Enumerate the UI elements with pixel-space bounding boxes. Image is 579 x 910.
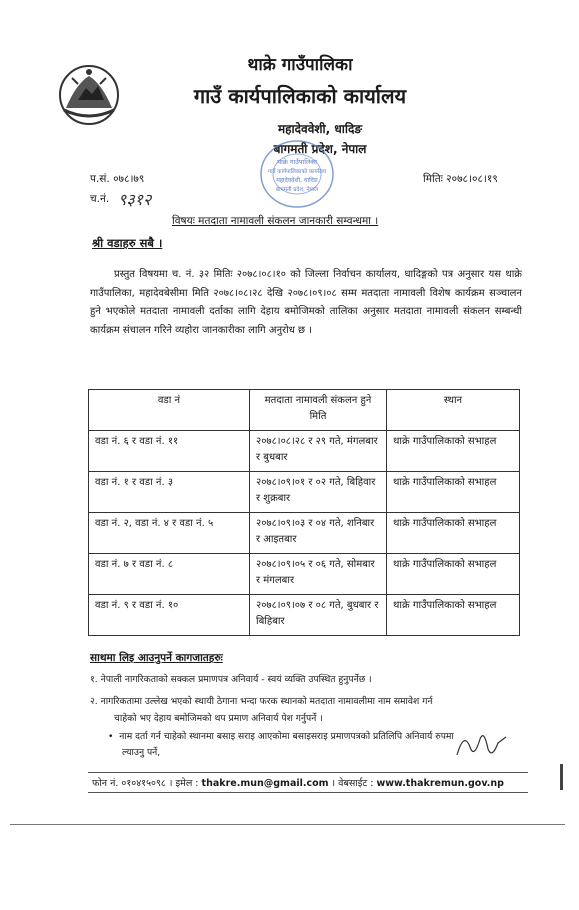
page-edge-mark [560, 764, 563, 790]
table-cell-ward: वडा नं. ७ र वडा नं. ८ [89, 554, 250, 595]
stamp-text-1: थाक्रे गाउँपालिका [277, 158, 317, 166]
table-cell-venue: थाक्रे गाउँपालिकाको सभाहल [387, 554, 520, 595]
table-cell-venue: थाक्रे गाउँपालिकाको सभाहल [387, 431, 520, 472]
table-row [89, 554, 520, 595]
page-bottom-rule [10, 824, 565, 825]
letter-date: मितिः २०७८।०८।१९ [423, 173, 498, 185]
body-paragraph: प्रस्तुत विषयमा च. नं. ३२ मितिः २०७८।०८।१० को जिल्ला निर्वाचन कार्यालय, धादिङ्गको पत्र अनुसार यस थाक्रे गाउँपालिका, महादेवबेसीमा मिति २०७८।०८।२८ देखि २०७८।०९।०८ सम्म मतदाता नामावली विशेष कार्यक्रम सञ्चालन हुने भएकोले मतदाता नामावली दर्ताका लागि देहाय बमोजिमको तालिका अनुसार मतदाता नामावली संकलन सम्बन्धी कार्यक्रम संचालन गरिने व्यहोरा जानकारीका लागि अनुरोध छ । [90, 269, 522, 336]
addressee: श्री वडाहरु सबै । [92, 236, 163, 250]
table-cell-ward: वडा नं. १ र वडा नं. ३ [89, 472, 250, 513]
table-cell-date: २०७८।०८।२८ र २९ गते, मंगलबार र बुधबार [250, 431, 387, 472]
stamp-text-2: गाउँ कार्यपालिकाको कार्यालय [267, 169, 327, 175]
table-cell-date: २०७८।०९।०१ र ०२ गते, बिहिवार र शुक्रबार [250, 472, 387, 513]
table-cell-venue: थाक्रे गाउँपालिकाको सभाहल [387, 595, 520, 636]
table-cell-date: २०७८।०९।०३ र ०४ गते, शनिबार र आइतबार [250, 513, 387, 554]
document-item-2-line-2: चाहेको भए देहाय बमोजिमको थप प्रमाण अनिवार्य पेश गर्नुपर्ने । [114, 713, 323, 724]
org-name: थाक्रे गाउँपालिका [247, 55, 353, 75]
document-item-2-line-1: २. नागरिकतामा उल्लेख भएको स्थायी ठेगाना भन्दा फरक स्थानको मतदाता नामावलीमा नाम समावेश गर्न [90, 696, 433, 707]
bullet-icon: • [108, 731, 120, 742]
office-province: बागमती प्रदेश, नेपाल [273, 142, 367, 156]
table-cell-venue: थाक्रे गाउँपालिकाको सभाहल [387, 513, 520, 554]
table-row [89, 513, 520, 554]
office-stamp [257, 134, 337, 214]
bullet-item-line-2: ल्याउनु पर्ने, [122, 747, 161, 758]
stamp-text-4: बागमती प्रदेश, नेपाल [276, 187, 318, 193]
document-item-2 [90, 693, 530, 727]
dispatch-number: ९३१२ [118, 190, 152, 209]
dispatch-label: च.नं. [90, 193, 110, 205]
table-row [89, 472, 520, 513]
stamp-text-3: महादेववेशी, धादिङ [276, 177, 318, 184]
table-cell-ward: वडा नं. २, वडा नं. ४ र वडा नं. ५ [89, 513, 250, 554]
table-cell-date: २०७८।०९।०५ र ०६ गते, सोमबार र मंगलबार [250, 554, 387, 595]
table-header-date: मतदाता नामावली संकलन हुने मिति [250, 390, 387, 431]
table-header-row [89, 390, 520, 431]
footer-website[interactable]: www.thakremun.gov.np [376, 778, 504, 789]
schedule-table [88, 389, 520, 636]
footer-contact: फोन नं. ०१०४१५०९८ । इमेल : thakre.mun@gmail.com । वेबसाईट : www.thakremun.gov.np [88, 772, 528, 793]
table-row [89, 431, 520, 472]
table-row [89, 595, 520, 636]
signature-image [452, 725, 512, 765]
footer-phone: फोन नं. ०१०४१५०९८ [92, 778, 166, 789]
table-cell-date: २०७८।०९।०७ र ०८ गते, बुधबार र बिहिबार [250, 595, 387, 636]
document-item-1: १. नेपाली नागरिकताको सक्कल प्रमाणपत्र अनिवार्य - स्वयं व्यक्ति उपस्थित हुनुपर्नेछ । [90, 674, 372, 685]
footer-email[interactable]: thakre.mun@gmail.com [201, 778, 329, 789]
office-title: गाउँ कार्यपालिकाको कार्यालय [193, 84, 407, 108]
footer-email-label: इमेल : [175, 778, 199, 789]
bullet-text-1: नाम दर्ता गर्न चाहेको स्थानमा बसाइ सराइ आएकोमा बसाइसराइ प्रमाणपत्रको प्रतिलिपि अनिवार्य रुपमा [119, 731, 454, 742]
table-header-ward: वडा नं [89, 390, 250, 431]
office-address: महादेववेशी, धादिङ [278, 122, 362, 136]
documents-heading: साथमा लिइ आउनुपर्ने कागजातहरुः [90, 652, 223, 664]
subject-line: विषयः मतदाता नामावली संकलन जानकारी सम्वन्धमा । [172, 215, 379, 227]
table-cell-venue: थाक्रे गाउँपालिकाको सभाहल [387, 472, 520, 513]
table-header-venue: स्थान [387, 390, 520, 431]
reference-number: प.सं. ०७८।७९ [90, 173, 145, 185]
table-cell-ward: वडा नं. ६ र वडा नं. ११ [89, 431, 250, 472]
footer-web-label: वेबसाईट : [338, 778, 374, 789]
table-cell-ward: वडा नं. ९ र वडा नं. १० [89, 595, 250, 636]
